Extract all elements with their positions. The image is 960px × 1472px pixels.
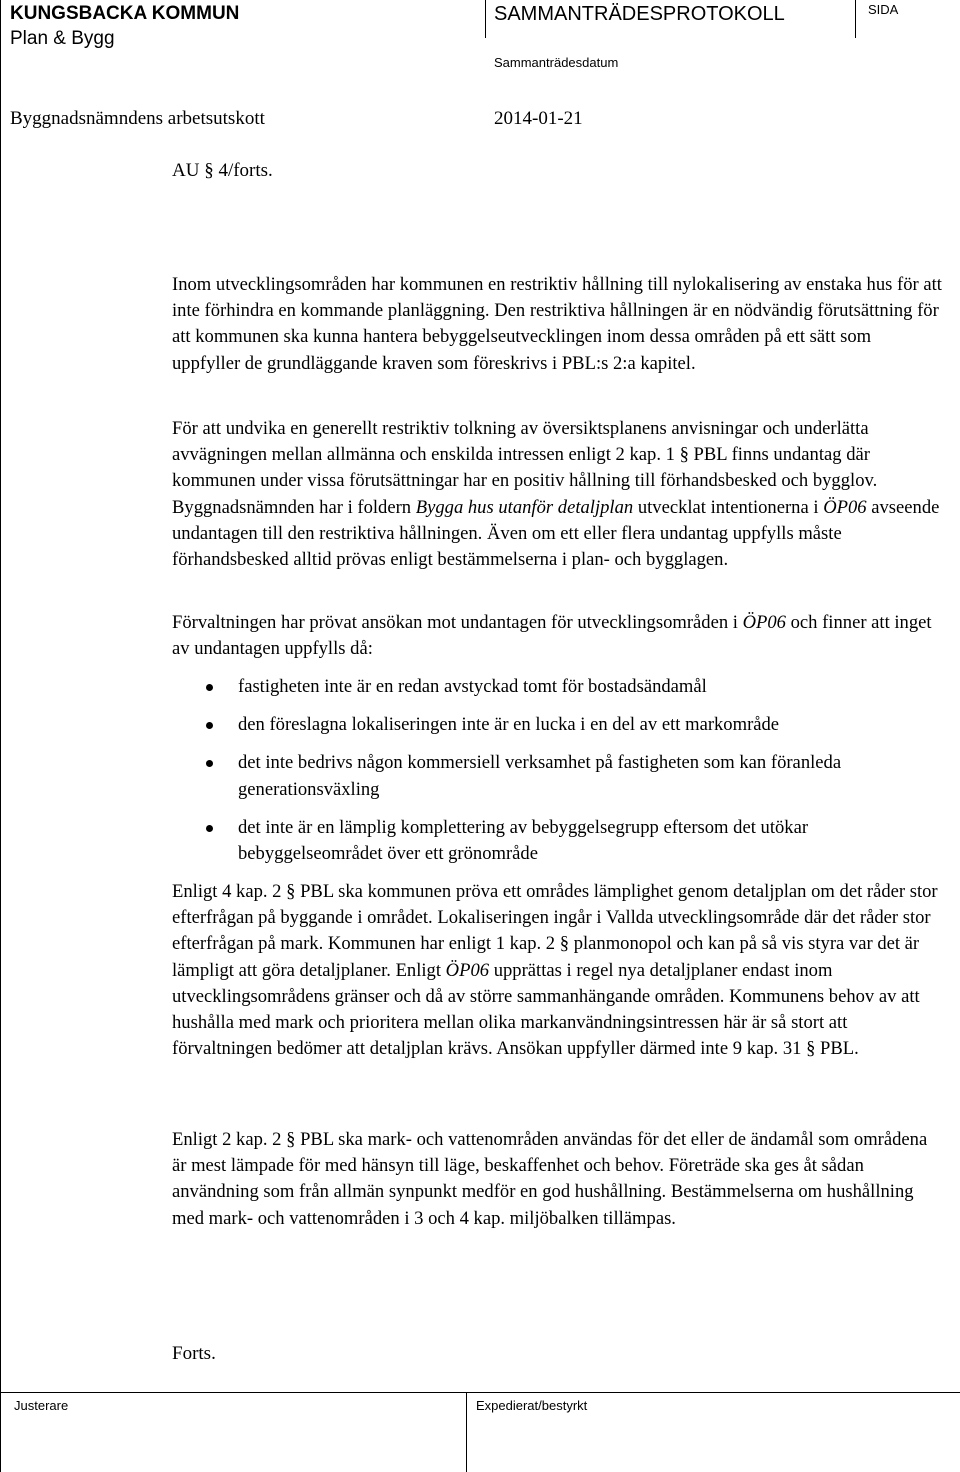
- header-right-divider: [855, 0, 856, 38]
- p4-text-b: upprättas i regel nya detaljplaner endast inom utvecklingsområdens gränser och då av större sammanhängande områden. Kommunens behov av att hushålla med mark och prioritera mellan olika markanvändningsintressen här är så stort att förvaltningen bedömer att detaljplan krävs. Ansökan uppfyller därmed inte 9 kap. 31 § PBL.: [172, 959, 920, 1060]
- committee-name: Byggnadsnämndens arbetsutskott: [10, 108, 265, 129]
- footer-rule: [0, 1392, 960, 1393]
- paragraph-1-text: Inom utvecklingsområden har kommunen en restriktiv hållning till nylokalisering av enstaka hus för att inte förhindra en kommande planläggning. Den restriktiva hållningen är en nödvändig förutsättning för att kommunen ska kunna hantera bebyggelseutvecklingen inom dessa områden på ett sätt som uppfyller de grundläggande kraven som föreskrivs i PBL:s 2:a kapitel.: [172, 274, 942, 374]
- paragraph-1: [172, 272, 942, 377]
- list-item-text: fastigheten inte är en redan avstyckad tomt för bostadsändamål: [238, 676, 707, 697]
- document-type: SAMMANTRÄDESPROTOKOLL: [494, 3, 785, 25]
- paragraph-3-text: [172, 610, 942, 662]
- footer-divider: [466, 1392, 467, 1472]
- bullet-icon: [206, 825, 213, 832]
- p4-text-a: Enligt 4 kap. 2 § PBL ska kommunen pröva ett områdes lämplighet genom detaljplan om det råder stor efterfrågan på byggande i området. Lokaliseringen ingår i Vallda utvecklingsområde där det råder stor efterfrågan på mark. Kommunen har enligt 1 kap. 2 § planmonopol och kan på så vis styra var det är lämpligt att göra detaljplaner. Enligt: [172, 881, 938, 981]
- paragraph-4-text: [172, 879, 942, 1062]
- left-margin-line: [0, 0, 1, 1472]
- p3-text-b: och finner att inget av undantagen uppfylls då:: [172, 612, 932, 660]
- list-item: [172, 815, 948, 867]
- paragraph-2-text: [172, 416, 942, 573]
- paragraph-2: [172, 416, 942, 573]
- list-item: [172, 712, 942, 738]
- list-item-text: det inte är en lämplig komplettering av bebyggelsegrupp eftersom det utökar bebyggelseområdet över ett grönområde: [238, 816, 809, 865]
- footer-dispatched-label: Expedierat/bestyrkt: [476, 1398, 588, 1413]
- section-reference: AU § 4/forts.: [172, 160, 273, 181]
- bullet-icon: [206, 722, 213, 729]
- op06-reference: ÖP06: [742, 612, 786, 633]
- bullet-icon: [206, 684, 213, 691]
- paragraph-5: [172, 1127, 942, 1232]
- bullet-icon: [206, 760, 213, 767]
- list-item: [172, 750, 878, 802]
- folder-title: Bygga hus utanför detaljplan: [415, 496, 634, 518]
- header-left-divider: [485, 0, 486, 38]
- paragraph-5-text: Enligt 2 kap. 2 § PBL ska mark- och vattenområden användas för det eller de ändamål som områdena är mest lämpade för med hänsyn till läge, beskaffenhet och behov. Företräde ska ges åt sådan användning som från allmän synpunkt medför en god hushållning. Bestämmelserna om hushållning med mark- och vattenområden i 3 och 4 kap. miljöbalken tillämpas.: [172, 1129, 928, 1229]
- page-label: SIDA: [868, 2, 899, 17]
- department-name: Plan & Bygg: [10, 28, 115, 49]
- footer-reviewer-label: Justerare: [14, 1398, 69, 1413]
- meeting-date-label: Sammanträdesdatum: [494, 55, 619, 70]
- exception-list: [172, 674, 942, 867]
- org-name: KUNGSBACKA KOMMUN: [10, 3, 240, 24]
- p3-text-a: Förvaltningen har prövat ansökan mot undantagen för utvecklingsområden i: [172, 612, 743, 633]
- op06-reference: ÖP06: [823, 496, 867, 518]
- paragraph-4: [172, 879, 942, 1062]
- list-item-text: det inte bedrivs någon kommersiell verksamhet på fastigheten som kan föranleda generationsväxling: [238, 752, 842, 800]
- p2-text-b: utvecklat intentionerna i: [633, 496, 824, 518]
- list-item: [172, 674, 942, 700]
- p2-text-c: avseende undantagen till den restriktiva hållningen. Även om ett eller flera undantag uppfylls måste förhandsbesked alltid prövas enligt bestämmelserna i plan- och bygglagen.: [172, 496, 940, 571]
- continued-marker: Forts.: [172, 1343, 216, 1364]
- p2-text-a: För att undvika en generellt restriktiv tolkning av översiktsplanens anvisningar och underlätta avvägningen mellan allmänna och enskilda intressen enligt 2 kap. 1 § PBL finns undantag där kommunen under vissa förutsättningar har en positiv hållning till förhandsbesked och bygglov. Byggnadsnämnden har i foldern: [172, 418, 878, 518]
- paragraph-3: [172, 610, 942, 662]
- meeting-date: 2014-01-21: [494, 108, 583, 129]
- list-item-text: den föreslagna lokaliseringen inte är en lucka i en del av ett markområde: [238, 714, 780, 736]
- op06-reference: ÖP06: [445, 959, 490, 981]
